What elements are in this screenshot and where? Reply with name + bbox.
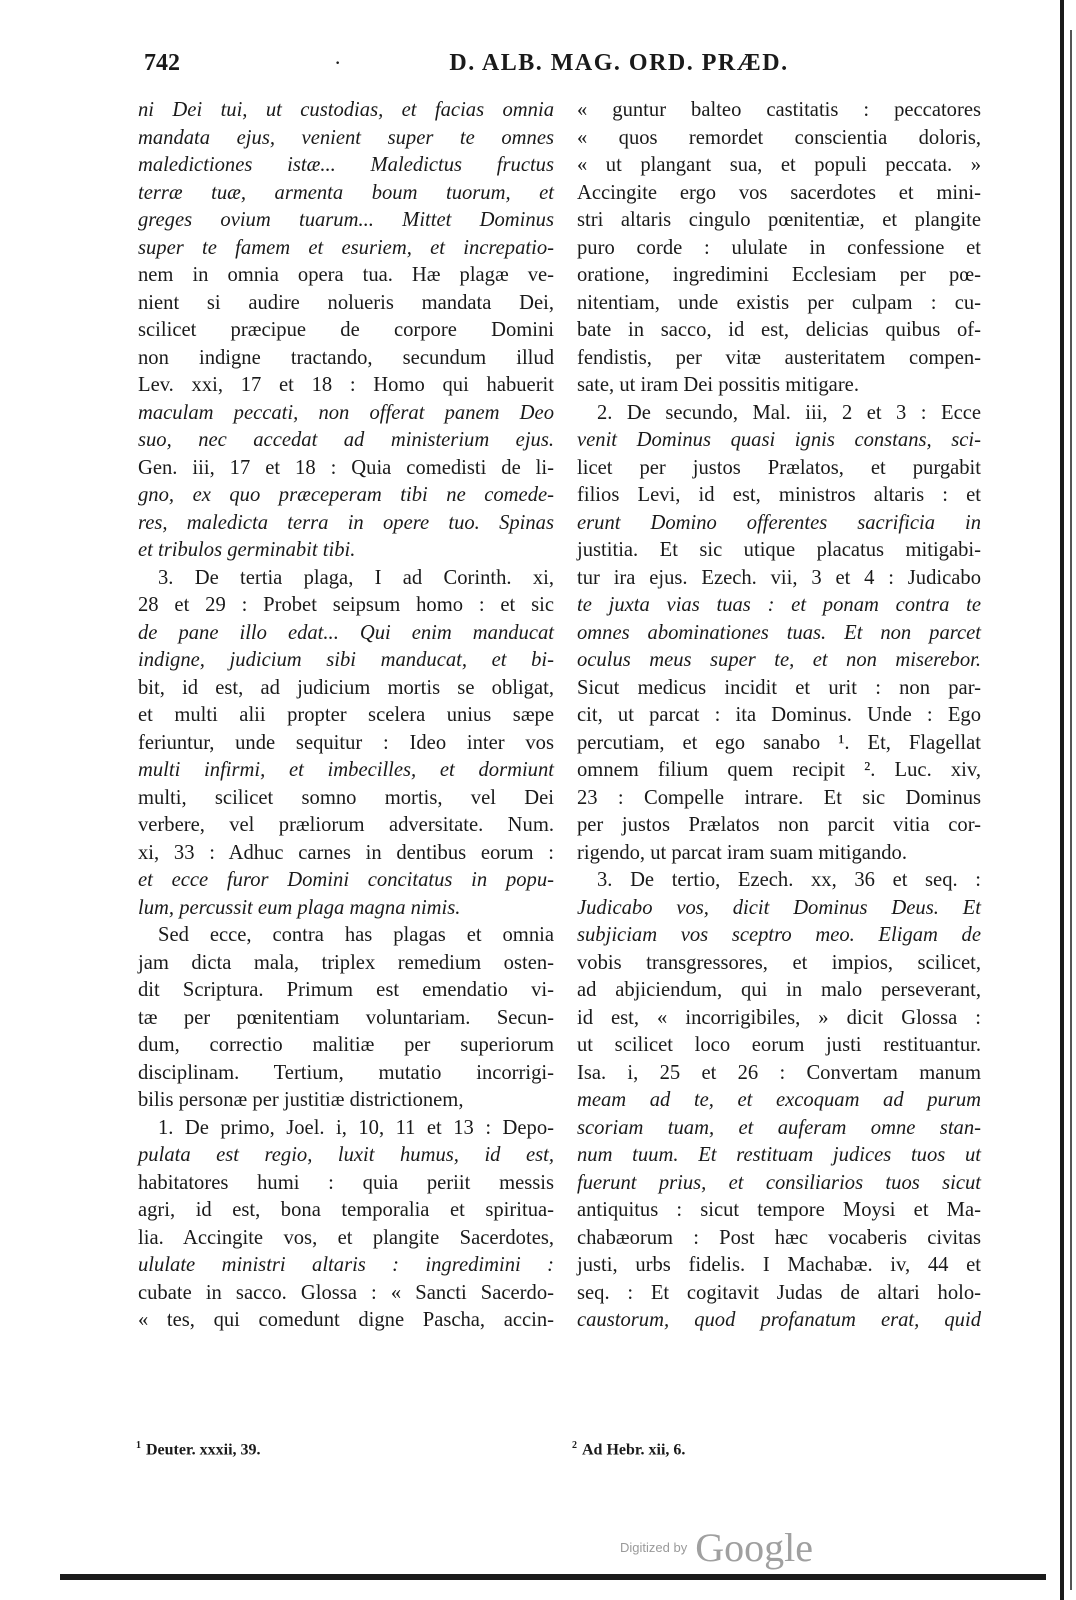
left-column bbox=[138, 97, 554, 1335]
text-line: dit Scriptura. Primum est emendatio vi- bbox=[138, 979, 554, 1001]
text-line: 3. De tertio, Ezech. xx, 36 et seq. : bbox=[597, 869, 981, 891]
text-line: bilis personæ per justitiæ districtionem, bbox=[138, 1089, 464, 1111]
text-line: tur ira ejus. Ezech. vii, 3 et 4 : Judicabo bbox=[577, 566, 981, 589]
text-line: Judicabo vos, dicit Dominus Deus. Et bbox=[577, 896, 981, 919]
google-logo: Google bbox=[695, 1525, 813, 1570]
text-line: filios Levi, id est, ministros altaris : et bbox=[577, 484, 981, 506]
text-line: terræ tuæ, armenta boum tuorum, et bbox=[138, 181, 554, 204]
text-line: agri, id est, bona temporalia et spiritua- bbox=[138, 1199, 554, 1221]
text-line: Sicut medicus incidit et urit : non par- bbox=[577, 676, 981, 699]
text-line: 3. De tertia plaga, I ad Corinth. xi, bbox=[158, 566, 554, 589]
header-dot: · bbox=[334, 50, 342, 75]
text-line: xi, 33 : Adhuc carnes in dentibus eorum : bbox=[138, 841, 554, 864]
text-line: nient si audire nolueris mandata Dei, bbox=[138, 291, 554, 314]
footnote-text: Ad Hebr. xii, 6. bbox=[582, 1441, 686, 1459]
footnote-text: Deuter. xxxii, 39. bbox=[146, 1441, 261, 1459]
digitized-watermark bbox=[620, 1524, 813, 1571]
text-line: chabæorum : Post hæc vocaberis civitas bbox=[577, 1226, 981, 1249]
text-line: sate, ut iram Dei possitis mitigare. bbox=[577, 374, 859, 396]
text-line: cubate in sacco. Glossa : « Sancti Sacerdo- bbox=[138, 1281, 554, 1304]
running-title: D. ALB. MAG. ORD. PRÆD. bbox=[449, 50, 789, 76]
text-line: cit, ut parcat : ita Dominus. Unde : Ego bbox=[577, 704, 981, 726]
text-line: greges ovium tuarum... Mittet Dominus bbox=[138, 209, 554, 231]
text-line: per justos Prælatos non parcit vitia cor- bbox=[577, 814, 981, 836]
text-line: omnem filium quem recipit ². Luc. xiv, bbox=[577, 759, 981, 781]
text-line: 2. De secundo, Mal. iii, 2 et 3 : Ecce bbox=[597, 401, 981, 424]
text-line: ut scilicet loco eorum justi restituantur. bbox=[577, 1034, 981, 1056]
footnote-left bbox=[136, 1440, 261, 1459]
scan-edge-right bbox=[1060, 0, 1064, 1600]
text-line: indigne, judicium sibi manducat, et bi- bbox=[138, 649, 554, 671]
text-line: Accingite ergo vos sacerdotes et mini- bbox=[577, 181, 981, 204]
text-line: et ecce furor Domini concitatus in popu- bbox=[138, 869, 554, 891]
text-line: nem in omnia opera tua. Hæ plagæ ve- bbox=[138, 264, 554, 286]
text-line: ni Dei tui, ut custodias, et facias omnia bbox=[138, 99, 554, 121]
text-line: et multi alii propter scelera unius sæpe bbox=[138, 704, 554, 726]
text-line: meam ad te, et excoquam ad purum bbox=[577, 1089, 981, 1111]
text-line: habitatores humi : quia periit messis bbox=[138, 1171, 554, 1194]
text-line: multi infirmi, et imbecilles, et dormiunt bbox=[138, 759, 554, 781]
text-line: 23 : Compelle intrare. Et sic Dominus bbox=[577, 786, 981, 809]
text-line: puro corde : ululate in confessione et bbox=[577, 236, 981, 259]
text-line: antiquitus : sicut tempore Moysi et Ma- bbox=[577, 1199, 981, 1221]
text-line: oculus meus super te, et non miserebor. bbox=[577, 649, 981, 671]
text-line: de pane illo edat... Qui enim manducat bbox=[138, 621, 554, 644]
text-line: ululate ministri altaris : ingredimini : bbox=[138, 1254, 554, 1276]
text-line: erunt Domino offerentes sacrificia in bbox=[577, 511, 981, 534]
running-header bbox=[138, 50, 980, 86]
text-line: lia. Accingite vos, et plangite Sacerdotes, bbox=[138, 1226, 554, 1249]
text-line: ad abjiciendum, qui in malo perseverant, bbox=[577, 979, 981, 1001]
text-line: « tes, qui comedunt digne Pascha, accin- bbox=[138, 1309, 554, 1331]
text-line: non indigne tractando, secundum illud bbox=[138, 346, 554, 369]
text-line: feriuntur, unde sequitur : Ideo inter vos bbox=[138, 731, 554, 754]
text-line: fuerunt prius, et consiliarios tuos sicut bbox=[577, 1171, 981, 1194]
text-line: subjiciam vos sceptro meo. Eligam de bbox=[577, 924, 981, 946]
text-line: bit, id est, ad judicium mortis se obligat, bbox=[138, 676, 554, 699]
text-line: Isa. i, 25 et 26 : Convertam manum bbox=[577, 1061, 981, 1084]
footnote-right bbox=[572, 1440, 685, 1459]
text-line: suo, nec accedat ad ministerium ejus. bbox=[138, 429, 554, 451]
text-line: « guntur balteo castitatis : peccatores bbox=[577, 99, 981, 121]
scan-edge-right-thin bbox=[1070, 30, 1072, 1590]
text-line: verbere, vel præliorum adversitate. Num. bbox=[138, 814, 554, 836]
text-line: 28 et 29 : Probet seipsum homo : et sic bbox=[138, 594, 554, 616]
text-line: multi, scilicet somno mortis, vel Dei bbox=[138, 786, 554, 809]
text-line: super te famem et esuriem, et increpatio- bbox=[138, 236, 554, 259]
text-line: num tuum. Et restituam judices tuos ut bbox=[577, 1144, 981, 1166]
text-line: nitentiam, unde existis per culpam : cu- bbox=[577, 291, 981, 314]
text-line: justi, urbs fidelis. I Machabæ. iv, 44 et bbox=[577, 1254, 981, 1276]
footnote-mark: 1 bbox=[136, 1440, 141, 1451]
text-line: licet per justos Prælatos, et purgabit bbox=[577, 456, 981, 479]
text-line: vobis transgressores, et impios, scilicet, bbox=[577, 951, 981, 974]
text-line: bate in sacco, id est, delicias quibus of- bbox=[577, 319, 981, 341]
text-line: scilicet præcipue de corpore Domini bbox=[138, 319, 554, 341]
text-line: « quos remordet conscientia doloris, bbox=[577, 126, 981, 149]
text-line: omnes abominationes tuas. Et non parcet bbox=[577, 621, 981, 644]
text-line: te juxta vias tuas : et ponam contra te bbox=[577, 594, 981, 616]
text-line: stri altaris cingulo pœnitentiæ, et plangite bbox=[577, 209, 981, 231]
text-line: gno, ex quo præceperam tibi ne comede- bbox=[138, 484, 554, 506]
text-line: disciplinam. Tertium, mutatio incorrigi- bbox=[138, 1061, 554, 1084]
page-number: 742 bbox=[144, 50, 180, 76]
footnote-mark: 2 bbox=[572, 1440, 577, 1451]
text-line: et tribulos germinabit tibi. bbox=[138, 539, 356, 561]
text-line: id est, « incorrigibiles, » dicit Glossa : bbox=[577, 1006, 981, 1029]
text-line: « ut plangant sua, et populi peccata. » bbox=[577, 154, 981, 176]
text-line: maculam peccati, non offerat panem Deo bbox=[138, 401, 554, 424]
text-line: 1. De primo, Joel. i, 10, 11 et 13 : Depo- bbox=[158, 1116, 554, 1139]
text-line: venit Dominus quasi ignis constans, sci- bbox=[577, 429, 981, 451]
text-line: seq. : Et cogitavit Judas de altari holo- bbox=[577, 1281, 981, 1304]
text-line: res, maledicta terra in opere tuo. Spinas bbox=[138, 511, 554, 534]
text-line: jam dicta mala, triplex remedium osten- bbox=[138, 951, 554, 974]
scan-edge-bottom bbox=[60, 1574, 1046, 1580]
text-line: tæ per pœnitentiam voluntariam. Secun- bbox=[138, 1006, 554, 1029]
text-line: mandata ejus, venient super te omnes bbox=[138, 126, 554, 149]
text-line: rigendo, ut parcat iram suam mitigando. bbox=[577, 841, 907, 864]
text-line: oratione, ingredimini Ecclesiam per pœ- bbox=[577, 264, 981, 286]
text-line: percutiam, et ego sanabo ¹. Et, Flagellat bbox=[577, 731, 981, 754]
right-column bbox=[577, 97, 981, 1335]
watermark-prefix: Digitized by bbox=[620, 1540, 688, 1555]
text-line: maledictiones istæ... Maledictus fructus bbox=[138, 154, 554, 176]
text-line: caustorum, quod profanatum erat, quid bbox=[577, 1309, 981, 1331]
text-line: Gen. iii, 17 et 18 : Quia comedisti de li- bbox=[138, 456, 554, 479]
text-line: Sed ecce, contra has plagas et omnia bbox=[158, 924, 554, 946]
text-line: dum, correctio malitiæ per superiorum bbox=[138, 1034, 554, 1056]
text-line: scoriam tuam, et auferam omne stan- bbox=[577, 1116, 981, 1139]
text-line: lum, percussit eum plaga magna nimis. bbox=[138, 896, 461, 919]
text-line: fendistis, per vitæ austeritatem compen- bbox=[577, 346, 981, 369]
text-line: Lev. xxi, 17 et 18 : Homo qui habuerit bbox=[138, 374, 554, 396]
text-line: justitia. Et sic utique placatus mitigabi- bbox=[577, 539, 981, 561]
text-line: pulata est regio, luxit humus, id est, bbox=[138, 1144, 554, 1166]
